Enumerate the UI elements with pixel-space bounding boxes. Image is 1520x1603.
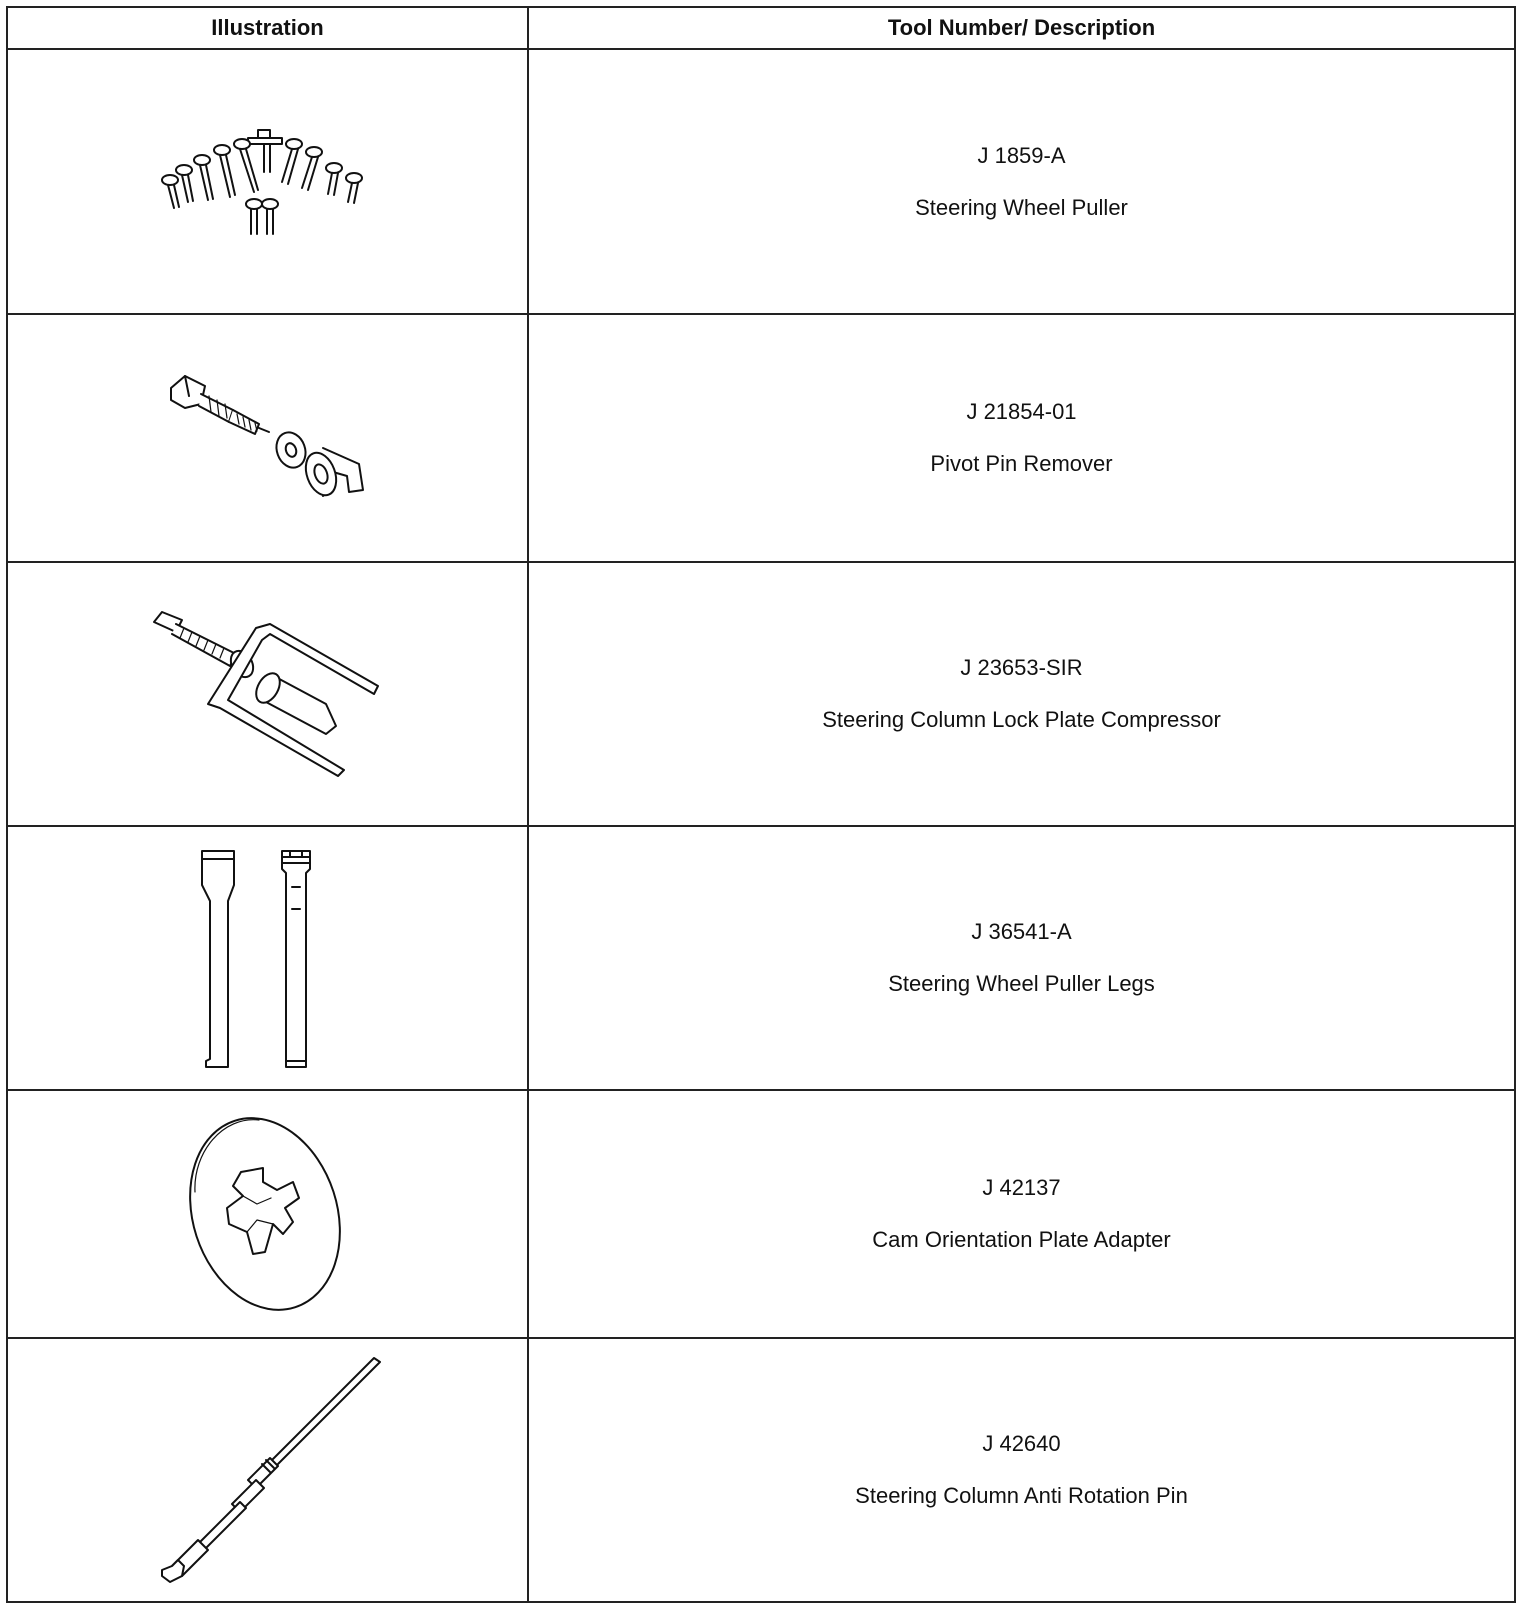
description-cell: [528, 1090, 1515, 1338]
illustration-cell: [7, 49, 528, 314]
tool-number: J 21854-01: [966, 399, 1077, 424]
bolt-set-icon: [158, 122, 378, 242]
tool-description: Steering Wheel Puller: [915, 194, 1128, 220]
lock-plate-compressor-icon: [148, 604, 388, 784]
table-row: [7, 314, 1515, 562]
illustration-cell: [7, 1338, 528, 1602]
description-cell: [528, 562, 1515, 826]
anti-rotation-pin-icon: [148, 1354, 388, 1586]
description-cell: [528, 826, 1515, 1090]
illustration-cell: [7, 826, 528, 1090]
illustration-cell: [7, 562, 528, 826]
tool-number: J 23653-SIR: [960, 655, 1083, 680]
tool-description: Steering Column Anti Rotation Pin: [855, 1483, 1188, 1508]
description-cell: [528, 314, 1515, 562]
table-row: [7, 1338, 1515, 1602]
table-row: [7, 49, 1515, 314]
header-illustration: Illustration: [7, 7, 528, 49]
tool-number: J 42640: [982, 1431, 1061, 1456]
tool-number: J 36541-A: [971, 919, 1072, 944]
table-row: [7, 562, 1515, 826]
illustration-cell: [7, 314, 528, 562]
header-description: Tool Number/ Description: [528, 7, 1515, 49]
tool-description: Steering Wheel Puller Legs: [888, 971, 1155, 996]
description-cell: [528, 49, 1515, 314]
tool-description: Pivot Pin Remover: [930, 451, 1113, 476]
table-row: [7, 826, 1515, 1090]
table-row: [7, 1090, 1515, 1338]
pin-remover-icon: [163, 368, 373, 508]
tool-number: J 42137: [982, 1175, 1061, 1200]
tool-description: Steering Column Lock Plate Compressor: [822, 707, 1221, 732]
cam-plate-icon: [183, 1112, 353, 1316]
special-tools-table: [6, 6, 1516, 1603]
illustration-cell: [7, 1090, 528, 1338]
puller-legs-icon: [198, 847, 338, 1069]
tool-description: Cam Orientation Plate Adapter: [872, 1227, 1171, 1252]
header-row: [7, 7, 1515, 49]
description-cell: [528, 1338, 1515, 1602]
tool-number: J 1859-A: [977, 142, 1066, 168]
